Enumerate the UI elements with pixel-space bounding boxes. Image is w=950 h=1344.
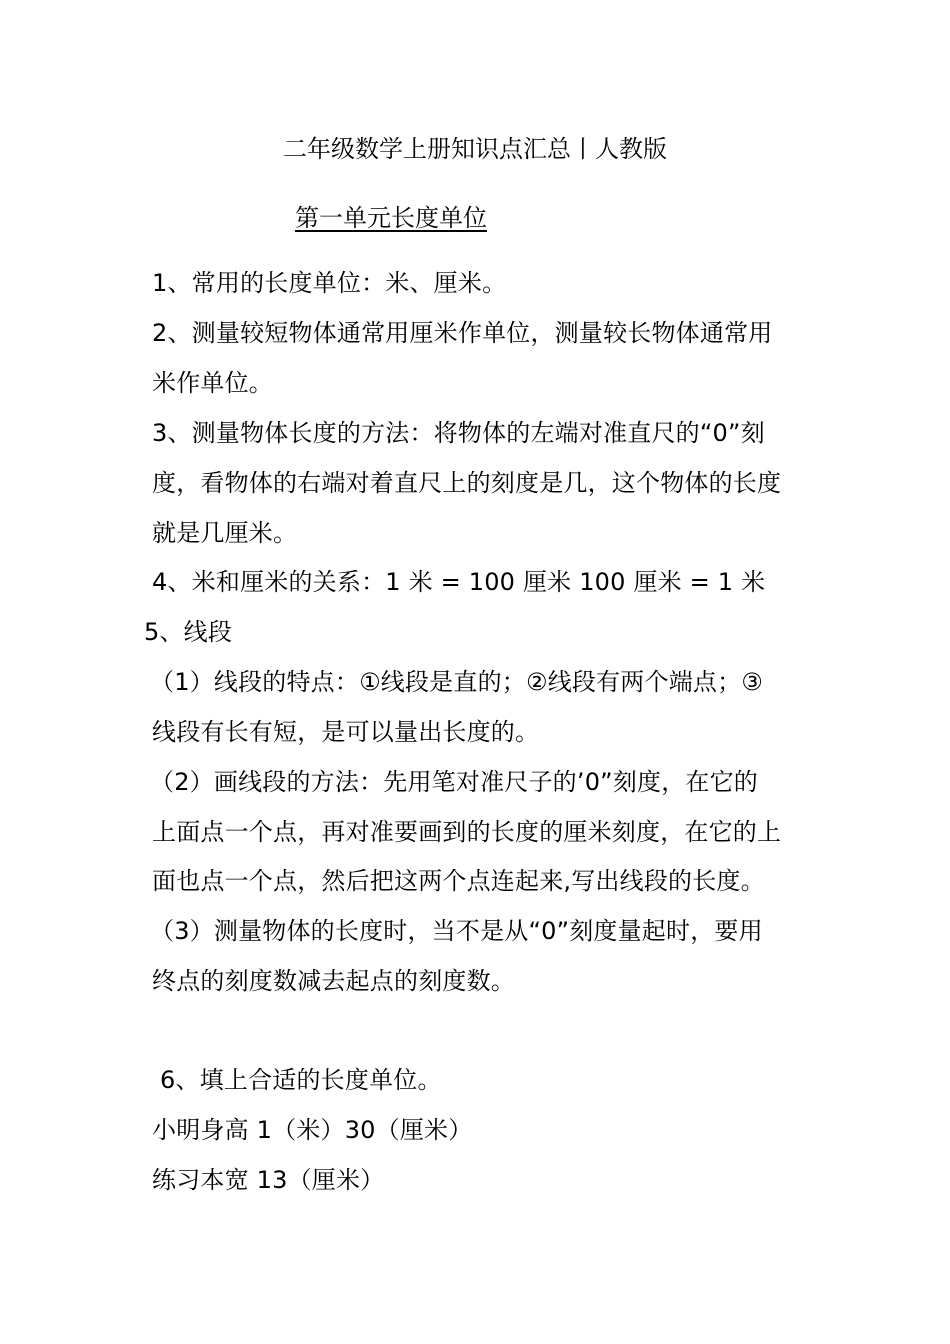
point-5-heading: 5、线段 xyxy=(144,618,233,646)
unit-title: 第一单元长度单位 xyxy=(295,204,487,232)
example-2: 练习本宽 13（厘米） xyxy=(152,1166,385,1194)
point-5-2-line-3: 面也点一个点，然后把这两个点连起来,写出线段的长度。 xyxy=(152,867,765,895)
point-4: 4、米和厘米的关系：1 米 = 100 厘米 100 厘米 = 1 米 xyxy=(152,568,766,596)
point-5-1-line-2: 线段有长有短，是可以量出长度的。 xyxy=(152,718,540,746)
point-3-line-1: 3、测量物体长度的方法：将物体的左端对准直尺的“0”刻 xyxy=(152,419,765,447)
point-2-line-1: 2、测量较短物体通常用厘米作单位，测量较长物体通常用 xyxy=(152,319,773,347)
example-1: 小明身高 1（米）30（厘米） xyxy=(152,1116,473,1144)
point-5-2-line-2: 上面点一个点，再对准要画到的长度的厘米刻度，在它的上 xyxy=(152,818,782,846)
point-5-3-line-1: （3）测量物体的长度时，当不是从“0”刻度量起时，要用 xyxy=(150,917,763,945)
point-5-1-line-1: （1）线段的特点：①线段是直的；②线段有两个端点；③ xyxy=(150,668,764,696)
document-title: 二年级数学上册知识点汇总丨人教版 xyxy=(283,135,667,163)
point-5-2-line-1: （2）画线段的方法：先用笔对准尺子的’0”刻度，在它的 xyxy=(150,768,758,796)
point-6-heading: 6、填上合适的长度单位。 xyxy=(160,1066,442,1094)
point-3-line-2: 度，看物体的右端对着直尺上的刻度是几，这个物体的长度 xyxy=(152,469,782,497)
point-5-3-line-2: 终点的刻度数减去起点的刻度数。 xyxy=(152,967,515,995)
point-1: 1、常用的长度单位：米、厘米。 xyxy=(152,269,507,297)
point-2-line-2: 米作单位。 xyxy=(152,369,273,397)
point-3-line-3: 就是几厘米。 xyxy=(152,519,298,547)
